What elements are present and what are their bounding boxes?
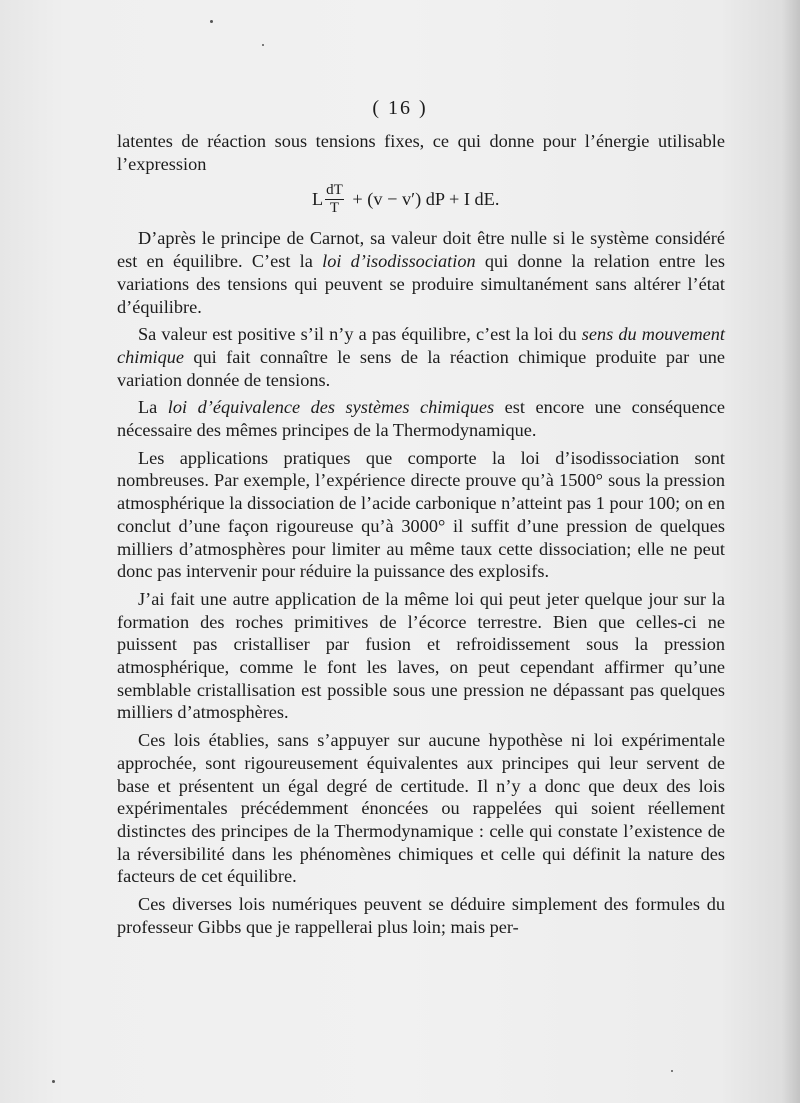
paragraph-6: J’ai fait une autre application de la même loi qui peut jeter quelque jour sur la formation des roches primitives de l’écorce terrestre. Bien que celles-ci ne puissent pas cristalliser par fusion et refroidissement sous la pression atmosphérique, comme le font les laves, on peut cependant affirmer qu’une semblable cristallisation est possible sous une pression ne dépassant pas quelques milliers d’atmosphères. — [117, 588, 725, 723]
scan-speck — [262, 44, 264, 46]
body-text — [117, 130, 725, 939]
paragraph-3-italic: sens du mouvement chimique — [117, 324, 726, 367]
formula-fraction — [325, 182, 344, 217]
formula-numerator: dT — [326, 181, 343, 198]
paragraph-4-italic: loi d’équivalence des systèmes chimiques — [167, 397, 495, 418]
paragraph-8: Ces diverses lois numériques peuvent se déduire simplement des formules du professeur Gibbs que je rappellerai plus loin; mais per- — [117, 894, 725, 937]
paragraph-3-text: Sa valeur est positive s’il n’y a pas équilibre, c’est la loi du — [138, 324, 582, 345]
paragraph-4 — [117, 396, 725, 441]
formula-expression — [312, 177, 725, 221]
paragraph-5: Les applications pratiques que comporte la loi d’isodissociation sont nombreuses. Par exemple, l’expérience directe prouve qu’à 1500° sous la pression atmosphérique la dissociation de l’acide carbonique n’atteint pas 1 pour 100; on en conclut d’une façon rigoureuse qu’à 3000° il suffit d’une pression de quelques milliers d’atmosphères pour limiter au même taux cette dissociation; elle ne peut donc pas intervenir pour réduire la puissance des explosifs. — [117, 447, 725, 582]
paragraph-4-text: La — [138, 397, 168, 418]
paragraph-2 — [117, 227, 725, 318]
paragraph-3 — [117, 323, 725, 391]
page-number: ( 16 ) — [372, 97, 428, 119]
paragraph-2-text: D’après le principe de Carnot, sa valeur doit être nulle si le système considéré est en équilibre. C’est la — [117, 228, 725, 272]
paragraph-7: Ces lois établies, sans s’appuyer sur aucune hypothèse ni loi expérimentale approchée, sont rigoureusement équivalentes aux principes qui leur servent de base et présentent un égal degré de certitude. Il n’y a donc que deux des lois expérimentales précédemment énoncées ou rappelées qui soient réellement distinctes des principes de la Thermodynamique : celle qui constate l’existence de la réversibilité dans les phénomènes chimiques et celle qui définit la nature des facteurs de cet équilibre. — [117, 730, 725, 887]
formula-denominator: T — [329, 199, 340, 216]
scan-speck — [671, 1070, 673, 1072]
page-shadow-edge — [782, 0, 800, 1103]
scan-speck — [210, 20, 213, 23]
scan-speck — [52, 1080, 55, 1083]
paragraph-1: latentes de réaction sous tensions fixes, ce qui donne pour l’énergie utilisable l’expression — [117, 131, 725, 174]
paragraph-2-italic: loi d’isodissociation — [322, 251, 476, 272]
formula-rest: + (v − v′) dP + I dE. — [347, 189, 500, 210]
formula-lead: L — [312, 189, 324, 210]
paragraph-2-text-end: qui donne la relation entre les variations des tensions qui peuvent se produire simultanément sans altérer l’état d’équilibre. — [117, 251, 725, 317]
paragraph-3-text-end: qui fait connaître le sens de la réaction chimique produite par une variation donnée de tensions. — [117, 346, 725, 390]
paragraph-4-text-end: est encore une conséquence nécessaire des mêmes principes de la Thermodynamique. — [117, 397, 725, 441]
